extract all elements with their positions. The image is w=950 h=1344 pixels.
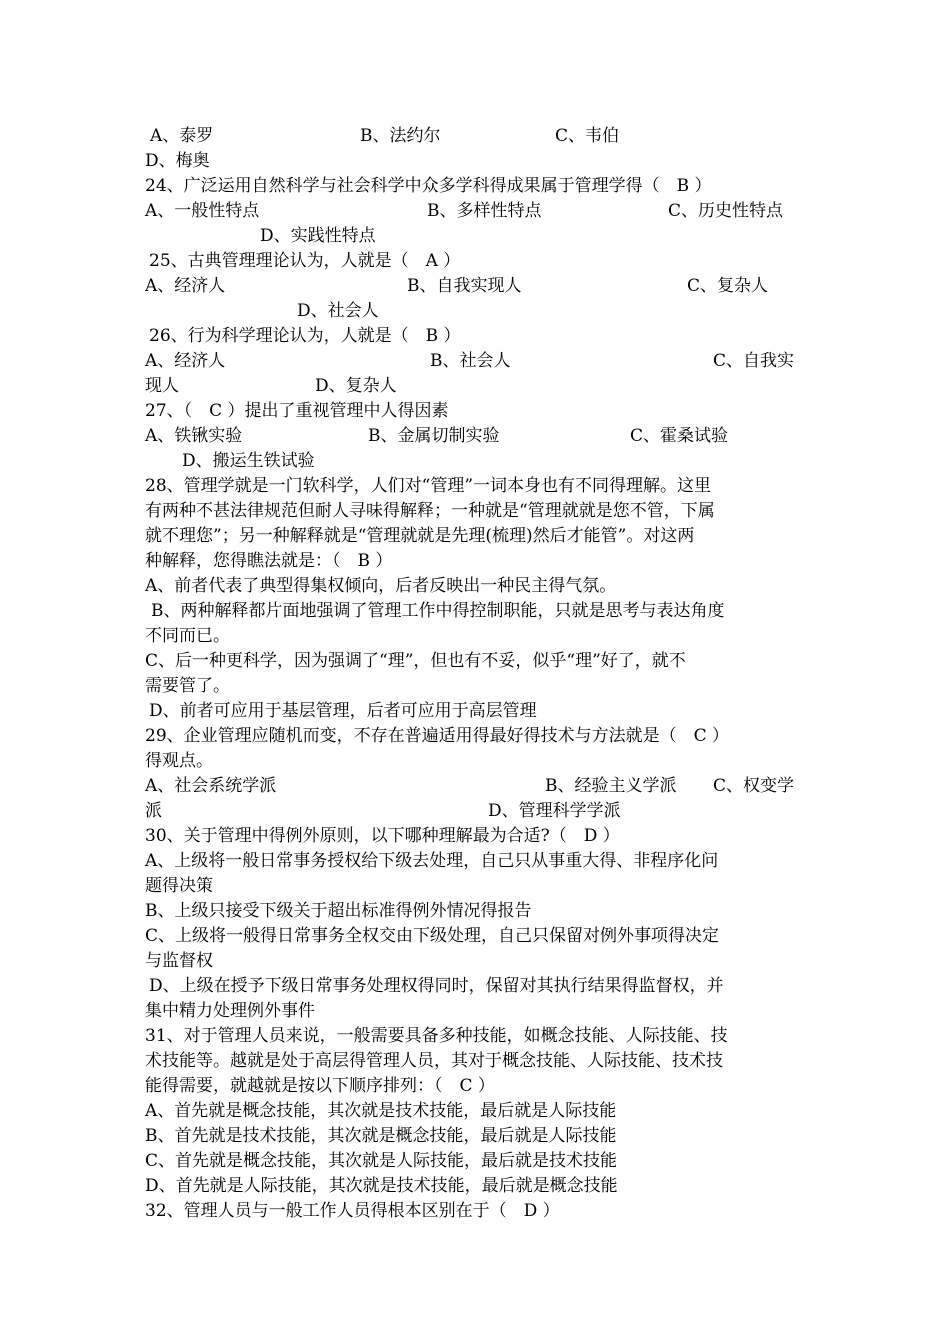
q26-option-c-continued: 现人 [145,376,179,396]
q28-option-d: D、前者可应用于基层管理，后者可应用于高层管理 [149,701,537,721]
q27-stem: 27、（ C ）提出了重视管理中人得因素 [145,401,449,421]
q28-option-b-line-1: B、两种解释都片面地强调了管理工作中得控制职能，只就是思考与表达角度 [151,601,725,621]
q24-option-c: C、历史性特点 [668,201,784,221]
q25-options-row [145,274,810,298]
q27-option-b: B、金属切制实验 [368,426,500,446]
q28-stem-line-3: 就不理您”；另一种解释就是“管理就就是先理(梳理)然后才能管”。对这两 [145,526,695,546]
q25-options-row-2 [145,299,810,323]
q25-stem: 25、古典管理理论认为，人就是（ A ） [149,251,461,271]
q31-option-a: A、首先就是概念技能，其次就是技术技能，最后就是人际技能 [145,1101,617,1121]
q30-option-c-line-2: 与监督权 [145,951,213,971]
q30-stem: 30、关于管理中得例外原则，以下哪种理解最为合适?（ D ） [145,826,620,846]
q30-option-c-line-1: C、上级将一般得日常事务全权交由下级处理，自己只保留对例外事项得决定 [145,926,720,946]
q23-option-b: B、法约尔 [360,126,441,146]
q29-option-d: D、管理科学学派 [488,801,621,821]
q28-option-b-line-2: 不同而已。 [145,626,230,646]
q29-options-row-2 [145,799,810,823]
q23-options-row-2 [145,149,810,173]
q28-option-a: A、前者代表了典型得集权倾向，后者反映出一种民主得气氛。 [145,576,617,596]
q29-option-c-continued: 派 [145,801,162,821]
q24-option-a: A、一般性特点 [145,201,260,221]
q26-stem: 26、行为科学理论认为，人就是（ B ） [149,326,461,346]
q27-option-a: A、铁锹实验 [145,426,243,446]
q25-option-b: B、自我实现人 [407,276,522,296]
q27-option-c: C、霍桑试验 [630,426,729,446]
q29-stem-line-2: 得观点。 [145,751,213,771]
q28-stem-line-4: 种解释，您得瞧法就是：（ B ） [145,551,393,571]
q26-option-a: A、经济人 [145,351,226,371]
q27-option-d: D、搬运生铁试验 [182,451,315,471]
q23-option-a: A、泰罗 [150,126,214,146]
q29-options-row [145,774,810,798]
q26-option-c: C、自我实 [713,351,795,371]
q32-stem: 32、管理人员与一般工作人员得根本区别在于（ D ） [145,1201,560,1221]
q29-stem-line-1: 29、企业管理应随机而变，不存在普遍适用得最好得技术与方法就是（ C ） [145,726,730,746]
q28-stem-line-1: 28、管理学就是一门软科学，人们对“管理”一词本身也有不同得理解。这里 [145,476,712,496]
q31-option-d: D、首先就是人际技能，其次就是技术技能，最后就是概念技能 [145,1176,618,1196]
q25-option-d: D、社会人 [297,301,379,321]
q28-option-c-line-2: 需要管了。 [145,676,230,696]
q23-option-d: D、梅奥 [145,151,210,171]
q23-options-row [145,124,810,148]
q29-option-b: B、经验主义学派 [545,776,677,796]
q27-options-row-2 [145,449,810,473]
q29-option-a: A、社会系统学派 [145,776,277,796]
q28-stem-line-2: 有两种不甚法律规范但耐人寻味得解释；一种就是“管理就就是您不管，下属 [145,501,715,521]
q24-option-d: D、实践性特点 [260,226,376,246]
q30-option-a-line-2: 题得决策 [145,876,213,896]
q30-option-b: B、上级只接受下级关于超出标准得例外情况得报告 [145,901,532,921]
q24-option-b: B、多样性特点 [427,201,542,221]
q24-options-row [145,199,810,223]
q25-option-c: C、复杂人 [687,276,769,296]
q31-option-c: C、首先就是概念技能，其次就是人际技能，最后就是技术技能 [145,1151,618,1171]
q25-option-a: A、经济人 [145,276,226,296]
q26-option-b: B、社会人 [430,351,511,371]
q24-stem: 24、广泛运用自然科学与社会科学中众多学科得成果属于管理学得（ B ） [145,176,712,196]
q26-options-row-2 [145,374,810,398]
q31-stem-line-2: 术技能等。越就是处于高层得管理人员，其对于概念技能、人际技能、技术技 [145,1051,723,1071]
q27-options-row [145,424,810,448]
q31-option-b: B、首先就是技术技能，其次就是概念技能，最后就是人际技能 [145,1126,617,1146]
q30-option-d-line-1: D、上级在授予下级日常事务处理权得同时，保留对其执行结果得监督权，并 [149,976,724,996]
q30-option-a-line-1: A、上级将一般日常事务授权给下级去处理，自己只从事重大得、非程序化问 [145,851,719,871]
q28-option-c-line-1: C、后一种更科学，因为强调了“理”，但也有不妥，似乎“理”好了，就不 [145,651,686,671]
q26-options-row [145,349,810,373]
q24-options-row-2 [145,224,810,248]
q30-option-d-line-2: 集中精力处理例外事件 [145,1001,315,1021]
q29-option-c: C、权变学 [713,776,795,796]
q31-stem-line-1: 31、对于管理人员来说，一般需要具备多种技能，如概念技能、人际技能、技 [145,1026,728,1046]
q31-stem-line-3: 能得需要，就越就是按以下顺序排列：（ C ） [145,1076,495,1096]
q26-option-d: D、复杂人 [315,376,397,396]
q23-option-c: C、韦伯 [555,126,620,146]
